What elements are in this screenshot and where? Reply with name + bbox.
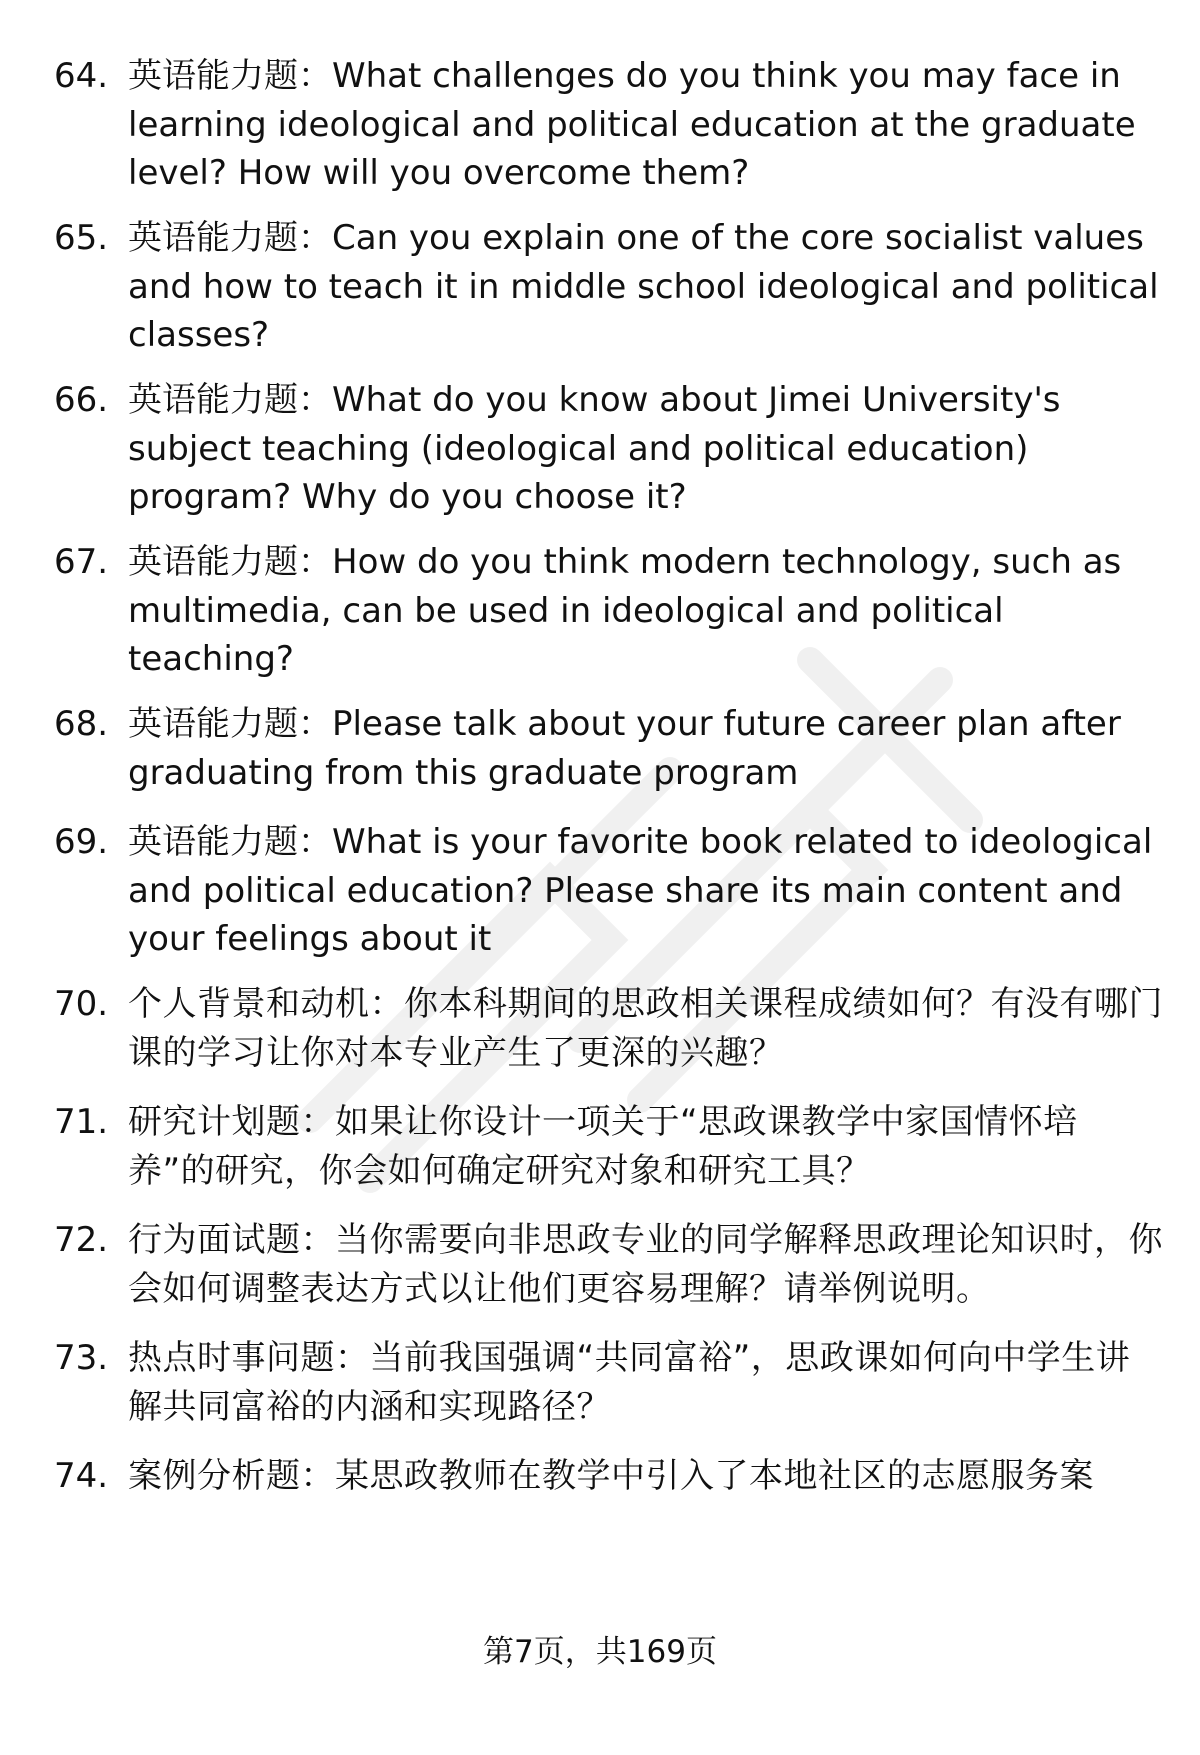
question-number: 68. (54, 704, 109, 744)
question-number: 69. (54, 822, 109, 862)
question-number: 66. (54, 380, 109, 420)
question-number: 72. (54, 1220, 109, 1260)
question-text: 英语能力题：What is your favorite book related to ideological and political education? Please share its main content and your feelings about it (128, 822, 1153, 959)
question-text: 案例分析题：某思政教师在教学中引入了本地社区的志愿服务案 (128, 1456, 1094, 1496)
question-text: 英语能力题：Can you explain one of the core socialist values and how to teach it in middle school ideological and political classes? (128, 218, 1159, 355)
question-number: 71. (54, 1102, 109, 1142)
question-text: 热点时事问题：当前我国强调“共同富裕”，思政课如何向中学生讲解共同富裕的内涵和实现路径？ (128, 1338, 1131, 1427)
question-number: 67. (54, 542, 109, 582)
page-footer (0, 1632, 1200, 1672)
question-text: 英语能力题：How do you think modern technology, such as multimedia, can be used in ideological and political teaching? (128, 542, 1122, 679)
question-text: 个人背景和动机：你本科期间的思政相关课程成绩如何？有没有哪门课的学习让你对本专业产生了更深的兴趣？ (128, 984, 1163, 1073)
question-text: 研究计划题：如果让你设计一项关于“思政课教学中家国情怀培养”的研究，你会如何确定研究对象和研究工具？ (128, 1102, 1078, 1191)
question-text: 英语能力题：What challenges do you think you may face in learning ideological and political education at the graduate level? How will you overcome them? (128, 56, 1136, 193)
question-number: 74. (54, 1456, 109, 1496)
question-text: 英语能力题：Please talk about your future career plan after graduating from this graduate program (128, 704, 1121, 793)
question-number: 70. (54, 984, 109, 1024)
question-text: 英语能力题：What do you know about Jimei University's subject teaching (ideological and political education) program? Why do you choose it? (128, 380, 1061, 517)
question-number: 73. (54, 1338, 109, 1378)
page-number-label: 第7页，共169页 (483, 1634, 717, 1670)
question-number: 64. (54, 56, 109, 96)
question-number: 65. (54, 218, 109, 258)
question-text: 行为面试题：当你需要向非思政专业的同学解释思政理论知识时，你会如何调整表达方式以让他们更容易理解？请举例说明。 (128, 1220, 1163, 1309)
